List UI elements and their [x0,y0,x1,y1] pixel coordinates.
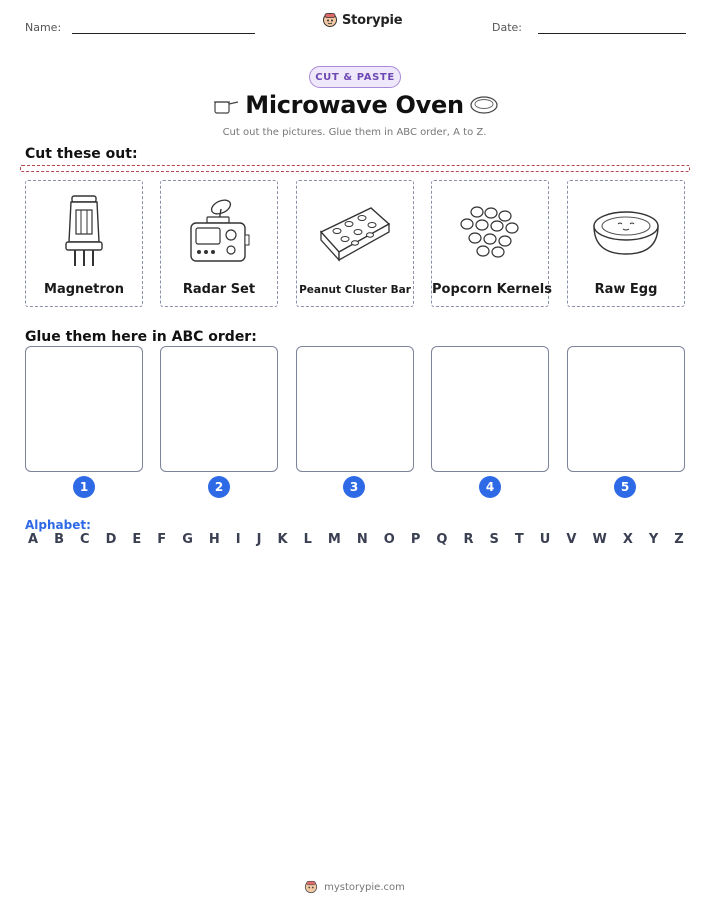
brand-name: Storypie [342,12,403,28]
brand-logo [322,12,402,28]
footer-url[interactable]: mystorypie.com [324,881,405,893]
slot-number-4: 4 [479,476,501,498]
cutout-card-radar-set[interactable] [160,180,278,307]
name-line[interactable] [72,33,255,34]
alphabet-letter: B [54,532,64,547]
alphabet-row [28,532,684,547]
peanut-cluster-bar-icon [315,202,395,262]
alphabet-letter: Y [648,532,659,547]
cutout-card-peanut-cluster-bar[interactable] [296,180,414,307]
alphabet-label: Alphabet: [25,518,91,532]
instructions: Cut out the pictures. Glue them in ABC order, A to Z. [222,127,487,138]
magnetron-icon [59,194,109,270]
storypie-mascot-icon [322,12,338,28]
alphabet-letter: N [356,532,368,547]
alphabet-letter: T [514,532,524,547]
cutout-card-magnetron[interactable] [25,180,143,307]
alphabet-letter: S [489,532,499,547]
bowl-icon [469,95,499,117]
glue-section-title: Glue them here in ABC order: [25,329,257,345]
date-label: Date: [492,21,522,34]
alphabet-letter: W [592,532,607,547]
alphabet-letter: V [566,532,577,547]
popcorn-kernels-icon [455,204,525,260]
date-line[interactable] [538,33,686,34]
glue-slot-2[interactable] [160,346,278,472]
card-label: Radar Set [182,282,256,297]
glue-slot-5[interactable] [567,346,685,472]
footer [0,880,709,894]
name-label: Name: [25,21,62,34]
alphabet-letter: Z [674,532,684,547]
glue-slot-3[interactable] [296,346,414,472]
alphabet-letter: H [208,532,220,547]
alphabet-letter: U [539,532,551,547]
alphabet-letter: E [132,532,142,547]
alphabet-letter: O [383,532,395,547]
alphabet-letter: I [235,532,241,547]
alphabet-letter: Q [436,532,448,547]
glue-slot-4[interactable] [431,346,549,472]
storypie-mascot-icon [304,880,318,894]
activity-badge: CUT & PASTE [309,66,401,88]
slot-number-5: 5 [614,476,636,498]
cut-line [20,165,690,172]
cut-section-title: Cut these out: [25,146,138,162]
alphabet-letter: G [182,532,193,547]
card-label: Peanut Cluster Bar [299,284,411,296]
alphabet-letter: C [80,532,90,547]
alphabet-letter: F [157,532,167,547]
raw-egg-icon [590,206,662,258]
slot-number-2: 2 [208,476,230,498]
card-label: Magnetron [44,282,124,297]
alphabet-letter: K [277,532,288,547]
page-title: Microwave Oven [245,91,464,119]
alphabet-letter: D [105,532,117,547]
alphabet-letter: P [410,532,421,547]
card-label: Raw Egg [594,282,658,297]
alphabet-letter: X [622,532,633,547]
cutout-card-raw-egg[interactable] [567,180,685,307]
alphabet-letter: L [303,532,312,547]
alphabet-letter: R [463,532,474,547]
alphabet-letter: M [327,532,341,547]
alphabet-letter: A [28,532,39,547]
glue-slot-1[interactable] [25,346,143,472]
slot-number-1: 1 [73,476,95,498]
slot-number-3: 3 [343,476,365,498]
card-label: Popcorn Kernels [432,282,552,297]
cutout-card-popcorn-kernels[interactable] [431,180,552,307]
radar-set-icon [187,197,251,267]
alphabet-letter: J [256,532,262,547]
